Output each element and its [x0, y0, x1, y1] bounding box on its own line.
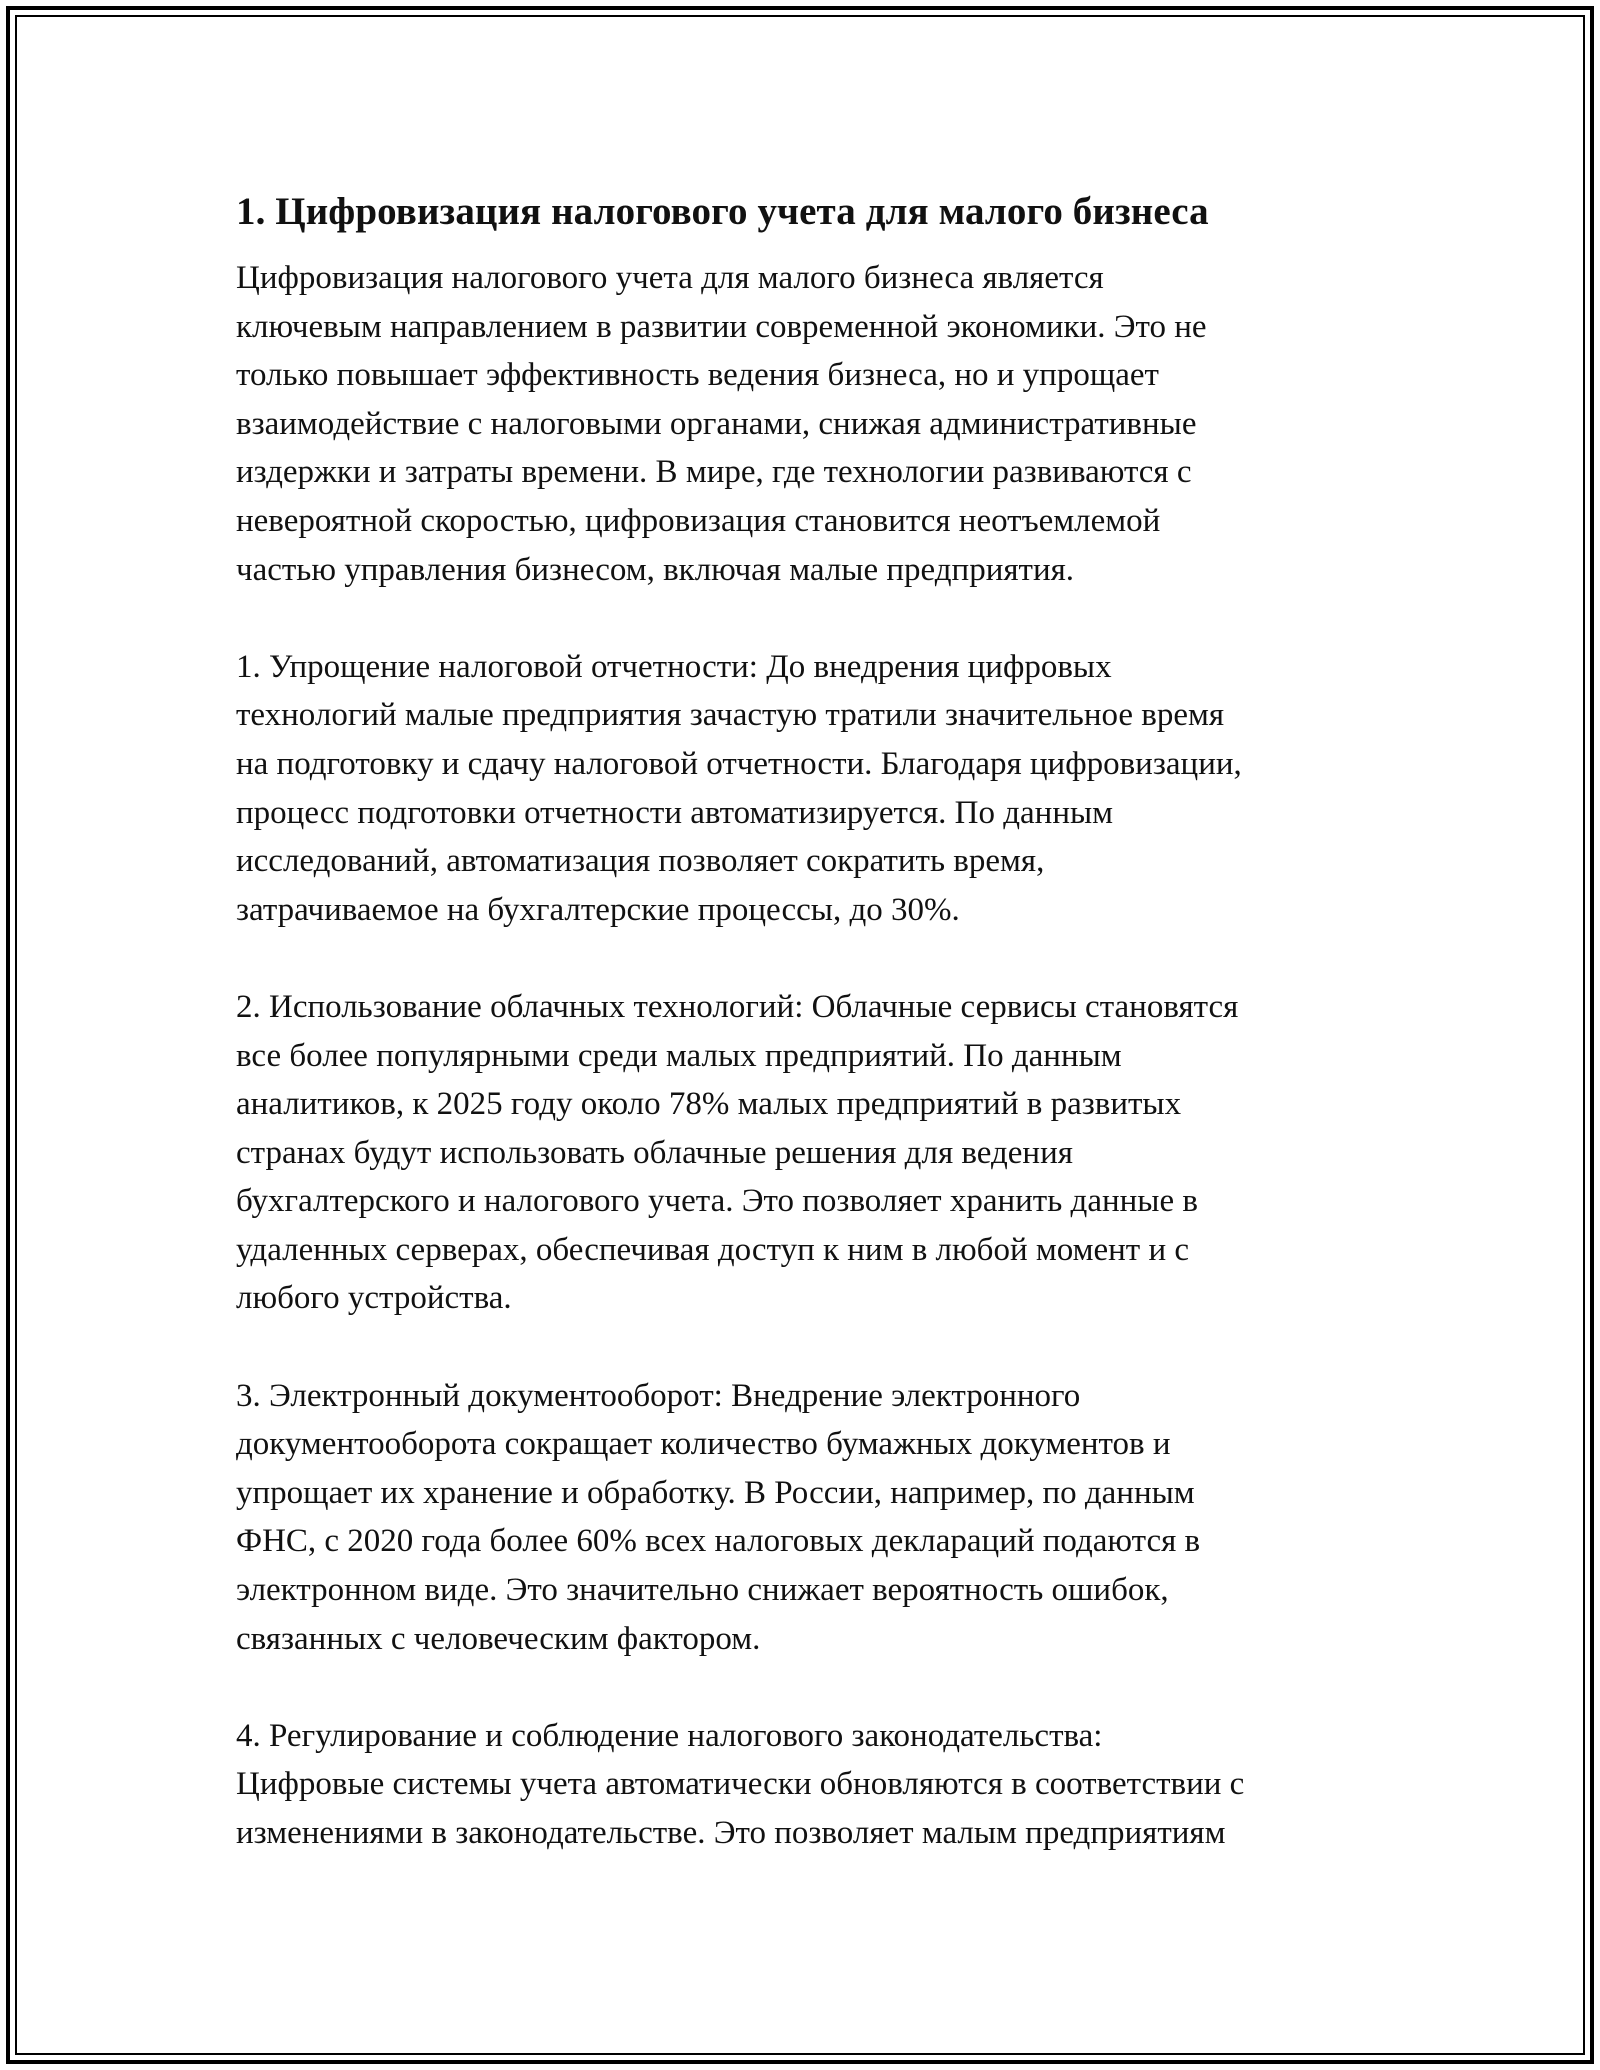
text-line: все более популярными среди малых предприятий. По данным	[236, 1037, 1122, 1074]
text-line: 1. Упрощение налоговой отчетности: До внедрения цифровых	[236, 648, 1112, 685]
text-line: электронном виде. Это значительно снижает вероятность ошибок,	[236, 1572, 1169, 1609]
text-line: процесс подготовки отчетности автоматизируется. По данным	[236, 794, 1114, 831]
text-line: 3. Электронный документооборот: Внедрение электронного	[236, 1377, 1081, 1414]
text-line: взаимодействие с налоговыми органами, снижая административные	[236, 405, 1197, 442]
text-line: любого устройства.	[236, 1280, 512, 1317]
paragraph-item-4	[236, 1712, 1386, 1858]
paragraph-item-2	[236, 983, 1386, 1323]
text-line: упрощает их хранение и обработку. В России, например, по данным	[236, 1474, 1195, 1511]
text-line: невероятной скоростью, цифровизация становится неотъемлемой	[236, 502, 1161, 539]
text-line: 2. Использование облачных технологий: Облачные сервисы становятся	[236, 988, 1239, 1025]
text-line: издержки и затраты времени. В мире, где технологии развиваются с	[236, 454, 1192, 491]
document-title: 1. Цифровизация налогового учета для малого бизнеса	[236, 190, 1209, 233]
text-line: бухгалтерского и налогового учета. Это позволяет хранить данные в	[236, 1183, 1198, 1220]
text-line: только повышает эффективность ведения бизнеса, но и упрощает	[236, 357, 1159, 394]
text-line: затрачиваемое на бухгалтерские процессы, до 30%.	[236, 891, 960, 928]
text-line: связанных с человеческим фактором.	[236, 1620, 761, 1657]
text-line: технологий малые предприятия зачастую тратили значительное время	[236, 697, 1225, 734]
text-line: Цифровые системы учета автоматически обновляются в соответствии с	[236, 1766, 1245, 1803]
text-line: удаленных серверах, обеспечивая доступ к ним в любой момент и с	[236, 1231, 1190, 1268]
text-line: 4. Регулирование и соблюдение налогового законодательства:	[236, 1717, 1103, 1754]
text-line: исследований, автоматизация позволяет сократить время,	[236, 843, 1045, 880]
text-line: изменениями в законодательстве. Это позволяет малым предприятиям	[236, 1815, 1226, 1851]
text-line: частью управления бизнесом, включая малые предприятия.	[236, 551, 1075, 588]
text-line: ФНС, с 2020 года более 60% всех налоговых деклараций подаются в	[236, 1523, 1201, 1560]
text-line: ключевым направлением в развитии современной экономики. Это не	[236, 308, 1207, 345]
paragraph-intro	[236, 254, 1386, 594]
document-page	[236, 184, 1386, 1906]
text-line: документооборота сокращает количество бумажных документов и	[236, 1426, 1171, 1463]
text-line: аналитиков, к 2025 году около 78% малых предприятий в развитых	[236, 1086, 1182, 1123]
text-line: странах будут использовать облачные решения для ведения	[236, 1134, 1073, 1171]
paragraph-item-1	[236, 643, 1386, 935]
text-line: на подготовку и сдачу налоговой отчетности. Благодаря цифровизации,	[236, 745, 1242, 782]
text-line: Цифровизация налогового учета для малого бизнеса является	[236, 260, 1104, 296]
paragraph-item-3	[236, 1372, 1386, 1664]
